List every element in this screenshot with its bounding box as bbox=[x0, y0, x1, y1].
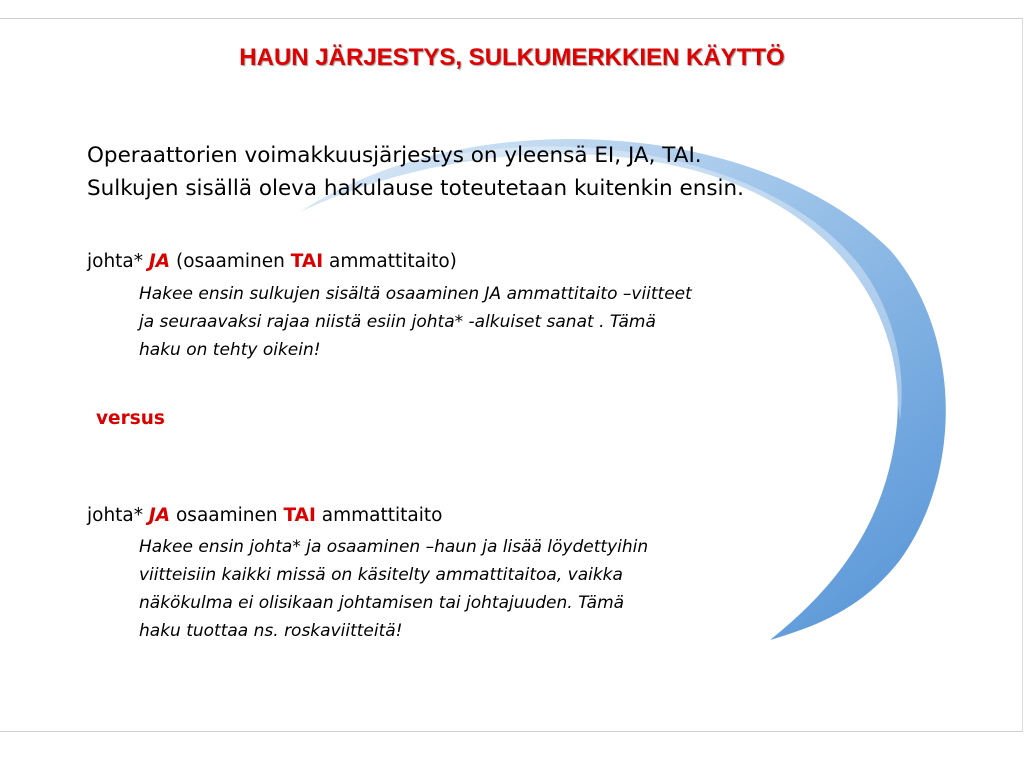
intro-line-1: Operaattorien voimakkuusjärjestys on yleensä EI, JA, TAI. bbox=[87, 143, 702, 168]
example-1-desc-line-1: Hakee ensin sulkujen sisältä osaaminen JA ammattitaito –viitteet bbox=[139, 284, 692, 304]
example-1-desc-line-3: haku on tehty oikein! bbox=[139, 340, 321, 360]
intro-line-2: Sulkujen sisällä oleva hakulause toteutetaan kuitenkin ensin. bbox=[87, 176, 744, 201]
example-2-operator-tai: TAI bbox=[283, 505, 316, 526]
example-1-query bbox=[87, 251, 457, 272]
example-1-suffix: ammattitaito) bbox=[323, 251, 457, 272]
example-1-operator-ja: JA bbox=[148, 251, 171, 272]
example-1-prefix: johta* bbox=[87, 251, 149, 272]
example-2-desc-line-1: Hakee ensin johta* ja osaaminen –haun ja lisää löydettyihin bbox=[139, 537, 649, 557]
example-2-description bbox=[139, 533, 648, 645]
example-1-description bbox=[139, 280, 692, 364]
example-2-query bbox=[87, 505, 442, 526]
example-2-prefix: johta* bbox=[87, 505, 149, 526]
example-2-desc-line-3: näkökulma ei olisikaan johtamisen tai johtajuuden. Tämä bbox=[139, 593, 625, 613]
example-2-desc-line-4: haku tuottaa ns. roskaviitteitä! bbox=[139, 621, 403, 641]
example-1-operator-tai: TAI bbox=[290, 251, 324, 272]
example-2-suffix: ammattitaito bbox=[315, 505, 443, 526]
example-2-middle: osaaminen bbox=[170, 505, 284, 526]
example-2-desc-line-2: viitteisiin kaikki missä on käsitelty ammattitaitoa, vaikka bbox=[139, 565, 623, 585]
slide-title: HAUN JÄRJESTYS, SULKUMERKKIEN KÄYTTÖ bbox=[239, 44, 785, 71]
example-2-operator-ja: JA bbox=[148, 505, 171, 526]
example-1-desc-line-2: ja seuraavaksi rajaa niistä esiin johta* -alkuiset sanat . Tämä bbox=[139, 312, 656, 332]
intro-text bbox=[87, 139, 744, 205]
versus-label: versus bbox=[96, 408, 165, 429]
example-1-middle: (osaaminen bbox=[170, 251, 291, 272]
